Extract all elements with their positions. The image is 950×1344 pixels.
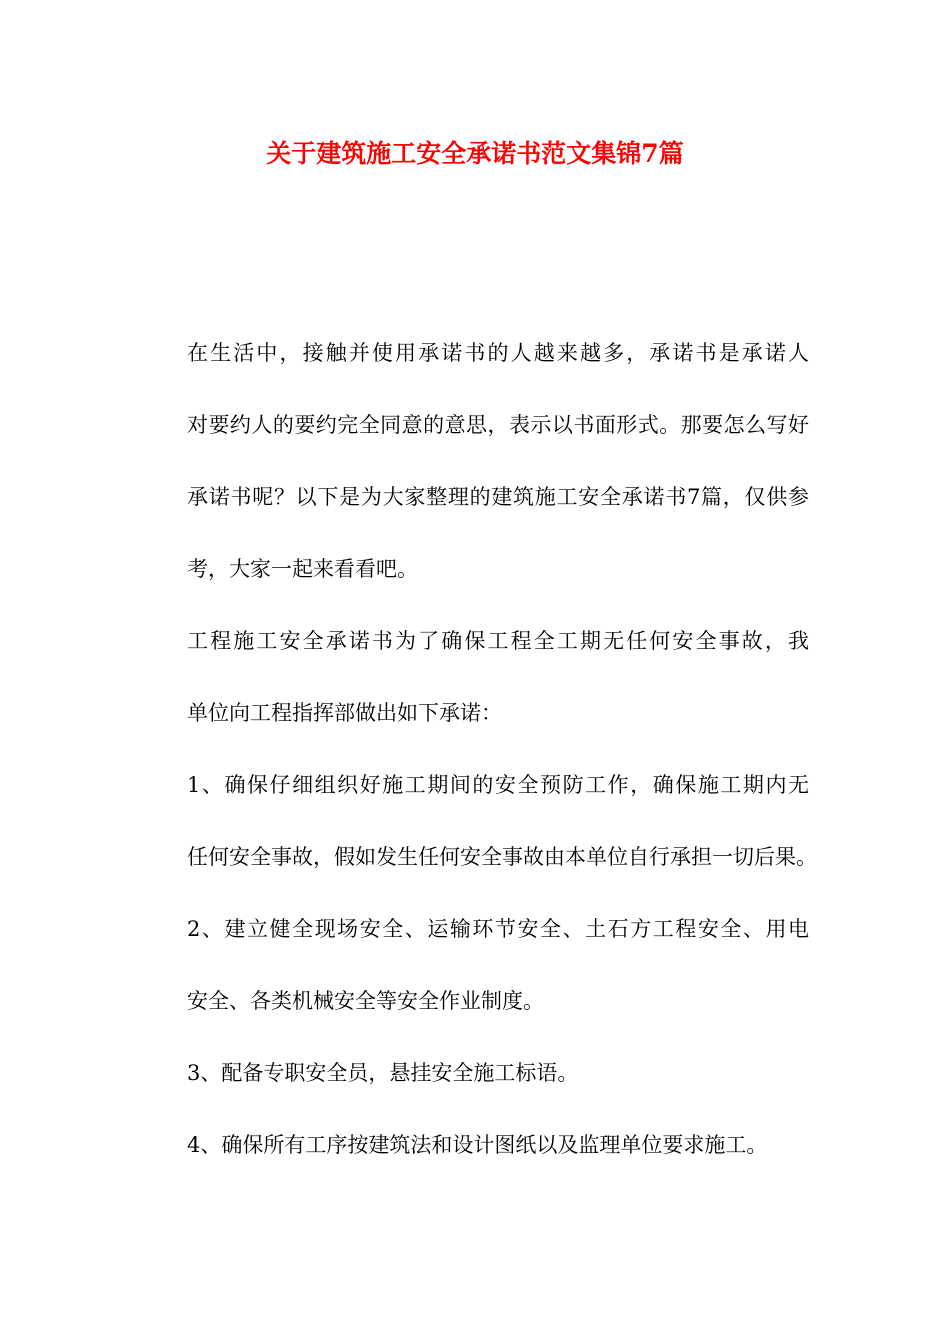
paragraph-line: 承诺书呢？以下是为大家整理的建筑施工安全承诺书7篇，仅供参 bbox=[187, 485, 809, 509]
paragraph-line: 工程施工安全承诺书为了确保工程全工期无任何安全事故，我 bbox=[187, 629, 809, 653]
paragraph-line: 2、建立健全现场安全、运输环节安全、土石方工程安全、用电 bbox=[187, 917, 809, 941]
paragraph-item-3 bbox=[145, 1037, 809, 1109]
document-body bbox=[145, 317, 817, 1181]
paragraph-line: 任何安全事故，假如发生任何安全事故由本单位自行承担一切后果。 bbox=[187, 845, 817, 869]
paragraph-item-1 bbox=[145, 749, 817, 893]
paragraph-line: 安全、各类机械安全等安全作业制度。 bbox=[187, 989, 544, 1013]
paragraph-intro bbox=[145, 317, 809, 605]
paragraph-line: 对要约人的要约完全同意的意思，表示以书面形式。那要怎么写好 bbox=[187, 413, 809, 437]
paragraph-line: 1、确保仔细组织好施工期间的安全预防工作，确保施工期内无 bbox=[187, 773, 809, 797]
document-title: 关于建筑施工安全承诺书范文集锦7篇 bbox=[266, 139, 684, 168]
paragraph-item-4 bbox=[145, 1109, 809, 1181]
paragraph-line: 考，大家一起来看看吧。 bbox=[187, 557, 418, 581]
paragraph-line: 在生活中，接触并使用承诺书的人越来越多，承诺书是承诺人 bbox=[187, 341, 809, 365]
paragraph-commitment-intro bbox=[145, 605, 809, 749]
paragraph-line: 单位向工程指挥部做出如下承诺： bbox=[187, 701, 502, 725]
paragraph-item-2 bbox=[145, 893, 809, 1037]
paragraph-line: 4、确保所有工序按建筑法和设计图纸以及监理单位要求施工。 bbox=[187, 1133, 768, 1157]
paragraph-line: 3、配备专职安全员，悬挂安全施工标语。 bbox=[187, 1061, 579, 1085]
